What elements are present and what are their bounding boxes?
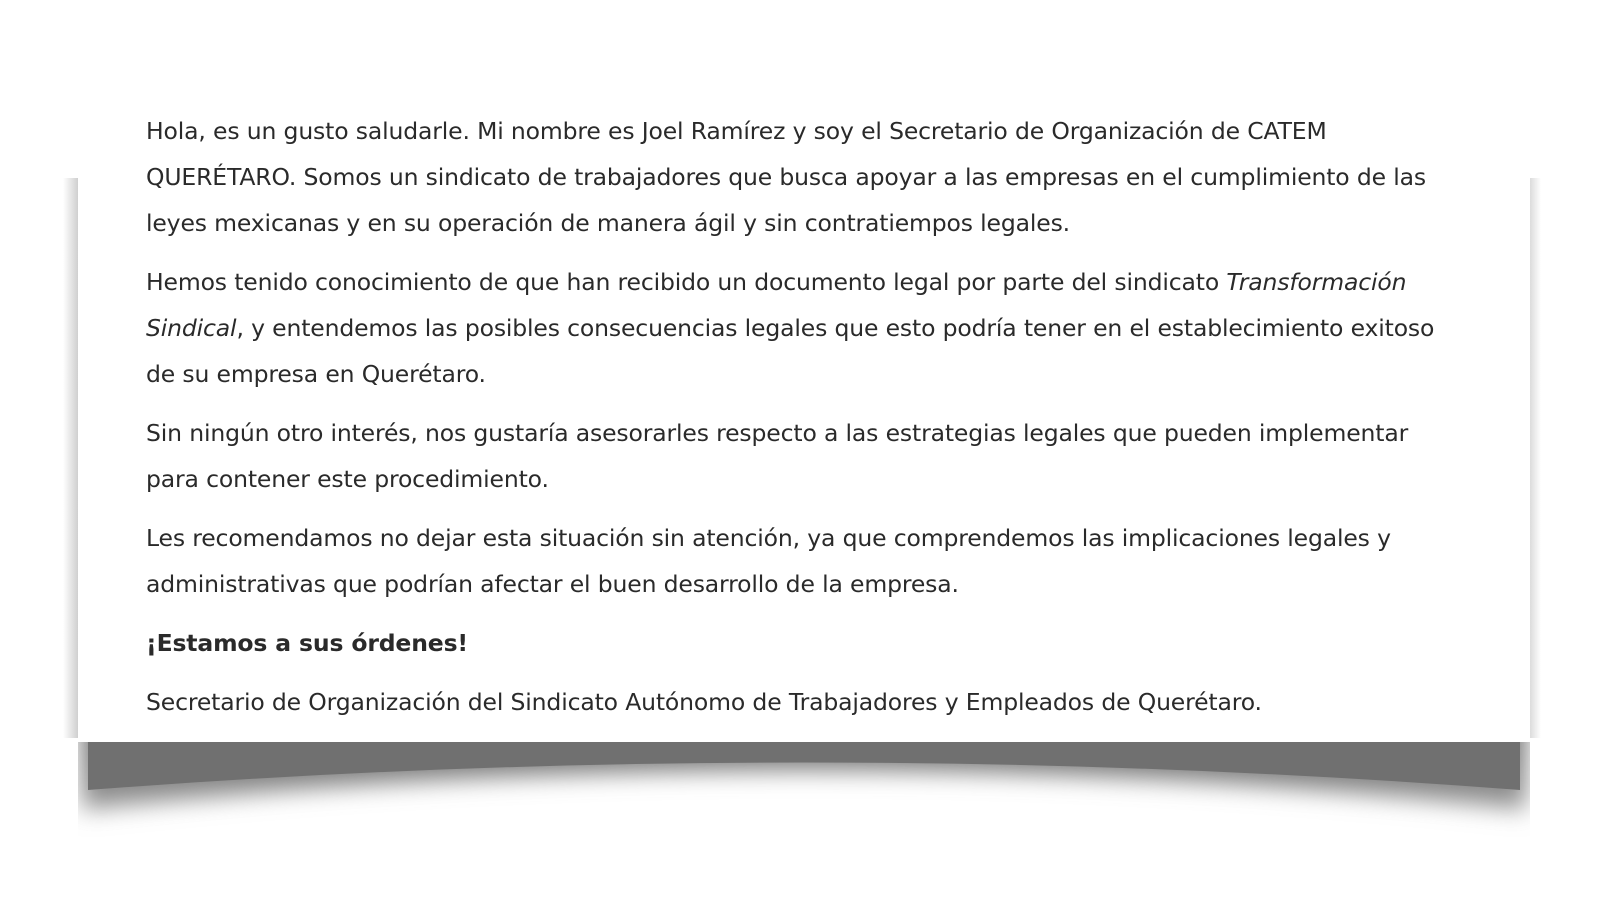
paragraph-closing (146, 620, 1436, 666)
closing-bold: ¡Estamos a sus órdenes! (146, 629, 468, 657)
union-name-italic: Transformación Sindical (146, 268, 1407, 342)
paragraph-notice-text-end: , y entendemos las posibles consecuencias legales que esto podría tener en el establecimiento exitoso de su empresa en Querétaro. (146, 314, 1435, 388)
paragraph-recommendation: Les recomendamos no dejar esta situación sin atención, ya que comprendemos las implicaciones legales y administrativas que podrían afectar el buen desarrollo de la empresa. (146, 524, 1391, 598)
paragraph-offer: Sin ningún otro interés, nos gustaría asesorarles respecto a las estrategias legales que pueden implementar para contener este procedimiento. (146, 419, 1409, 493)
paragraph-notice (146, 259, 1436, 397)
paragraph-notice-text-start: Hemos tenido conocimiento de que han recibido un documento legal por parte del sindicato (146, 268, 1227, 296)
message-body (146, 108, 1436, 738)
paragraph-signature: Secretario de Organización del Sindicato Autónomo de Trabajadores y Empleados de Querétaro. (146, 688, 1262, 716)
paragraph-greeting: Hola, es un gusto saludarle. Mi nombre es Joel Ramírez y soy el Secretario de Organización de CATEM QUERÉTARO. Somos un sindicato de trabajadores que busca apoyar a las empresas en el cumplimiento de las leyes mexicanas y en su operación de manera ágil y sin contratiempos legales. (146, 117, 1426, 237)
